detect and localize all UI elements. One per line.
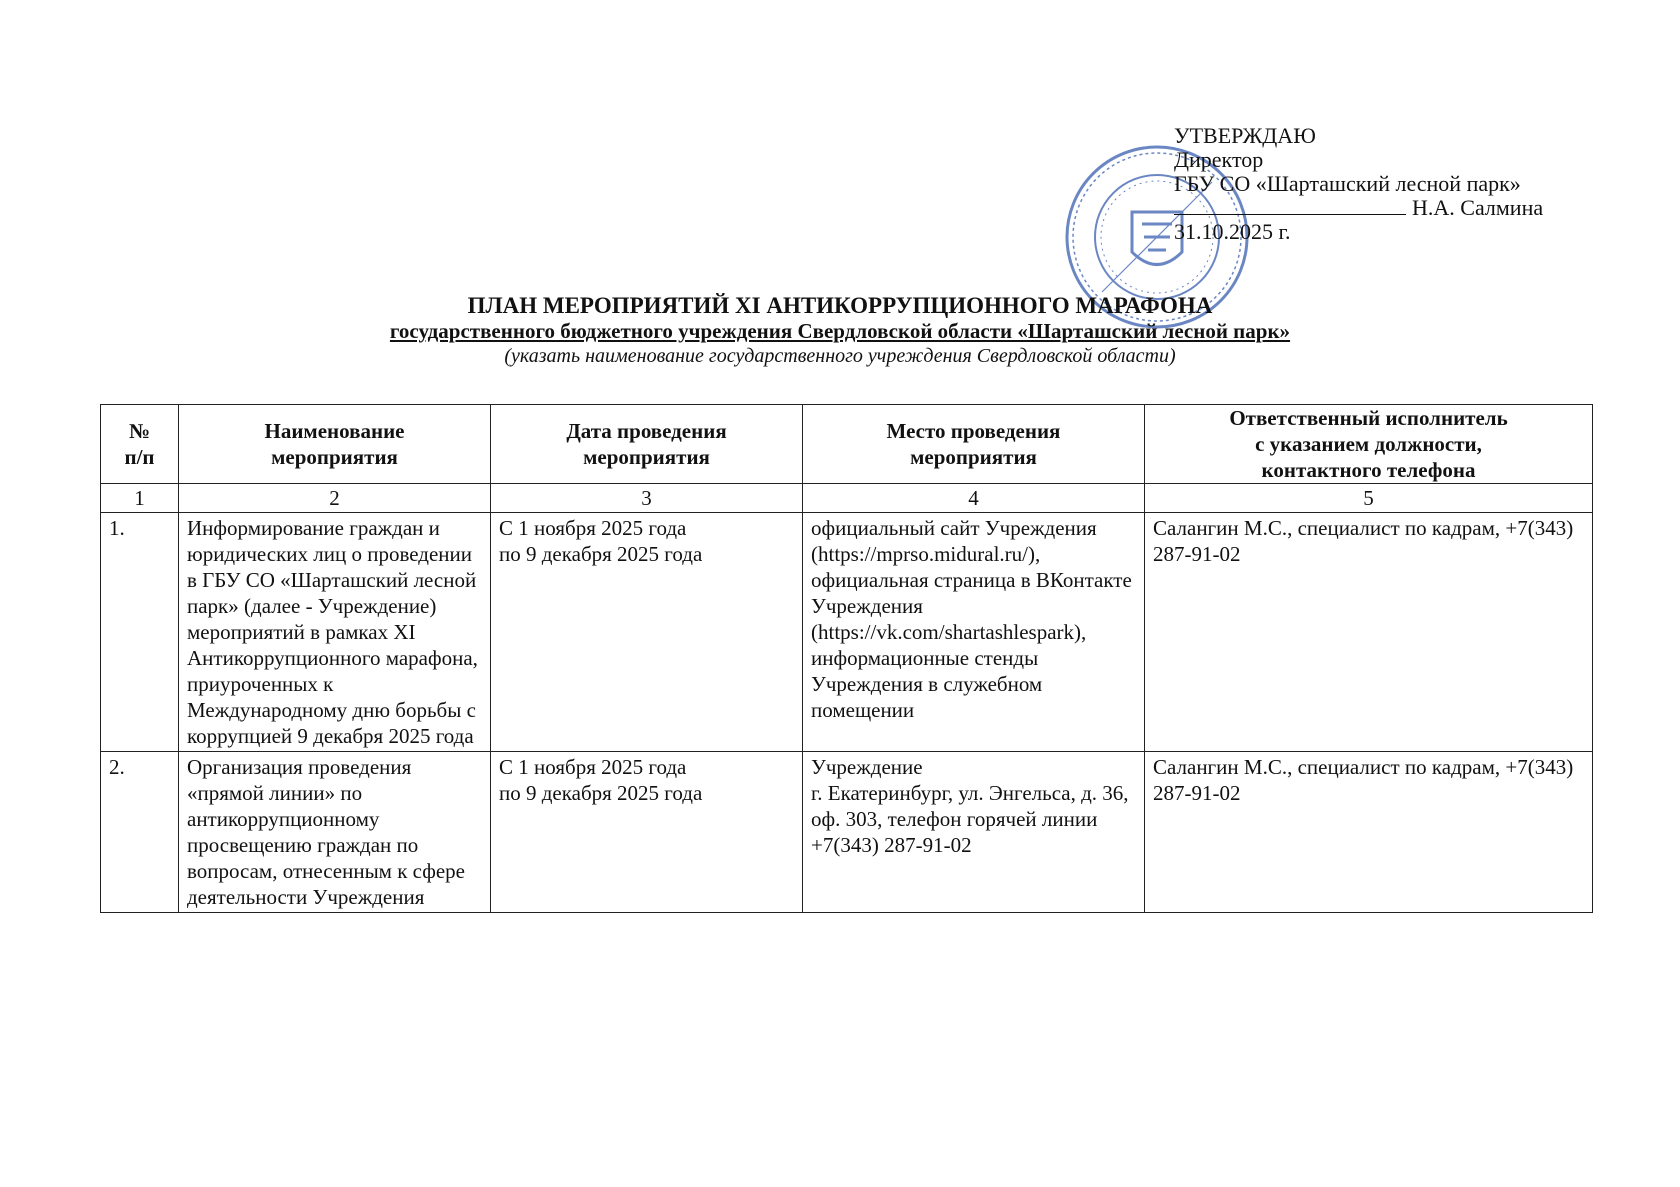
approval-signature-row xyxy=(1174,196,1574,220)
row-number: 2. xyxy=(101,752,179,913)
event-place: официальный сайт Учреждения (https://mprso.midural.ru/), официальная страница в ВКонтакте Учреждения (https://vk.com/shartashlespark), информационные стенды Учреждения в служебном помещении xyxy=(803,513,1145,752)
column-number-1: 1 xyxy=(101,484,179,513)
column-number-5: 5 xyxy=(1145,484,1593,513)
approval-block xyxy=(1174,124,1574,244)
table-row xyxy=(101,752,1593,913)
row-number: 1. xyxy=(101,513,179,752)
document-title: ПЛАН МЕРОПРИЯТИЙ XI АНТИКОРРУПЦИОННОГО МАРАФОНА xyxy=(467,293,1213,318)
column-number-2: 2 xyxy=(179,484,491,513)
column-numbers-row xyxy=(101,484,1593,513)
approval-date: 31.10.2025 г. xyxy=(1174,219,1291,244)
approval-organization: ГБУ СО «Шарташский лесной парк» xyxy=(1174,171,1521,196)
table-header-row xyxy=(101,405,1593,484)
approval-approve: УТВЕРЖДАЮ xyxy=(1174,123,1316,148)
event-date: С 1 ноября 2025 года по 9 декабря 2025 года xyxy=(491,513,803,752)
document-heading xyxy=(0,292,1680,368)
signature-line xyxy=(1174,196,1406,215)
approval-position: Директор xyxy=(1174,147,1264,172)
event-name: Организация проведения «прямой линии» по антикоррупционному просвещению граждан по вопросам, отнесенным к сфере деятельности Учреждения xyxy=(179,752,491,913)
document-subtitle: государственного бюджетного учреждения Свердловской области «Шарташский лесной парк» xyxy=(389,319,1291,343)
column-header-number: № п/п xyxy=(101,405,179,484)
column-number-3: 3 xyxy=(491,484,803,513)
event-responsible: Салангин М.С., специалист по кадрам, +7(343) 287-91-02 xyxy=(1145,752,1593,913)
event-responsible: Салангин М.С., специалист по кадрам, +7(343) 287-91-02 xyxy=(1145,513,1593,752)
column-number-4: 4 xyxy=(803,484,1145,513)
approval-signer: Н.А. Салмина xyxy=(1412,195,1544,220)
column-header-responsible: Ответственный исполнитель с указанием должности, контактного телефона xyxy=(1145,405,1593,484)
column-header-date: Дата проведения мероприятия xyxy=(491,405,803,484)
document-hint: (указать наименование государственного учреждения Свердловской области) xyxy=(504,345,1176,367)
event-date: С 1 ноября 2025 года по 9 декабря 2025 года xyxy=(491,752,803,913)
event-place: Учреждение г. Екатеринбург, ул. Энгельса, д. 36, оф. 303, телефон горячей линии +7(343) 287-91-02 xyxy=(803,752,1145,913)
column-header-place: Место проведения мероприятия xyxy=(803,405,1145,484)
table-row xyxy=(101,513,1593,752)
events-plan-table xyxy=(100,404,1593,913)
event-name: Информирование граждан и юридических лиц о проведении в ГБУ СО «Шарташский лесной парк» (далее - Учреждение) мероприятий в рамках XI Антикоррупционного марафона, приуроченных к Международному дню борьбы с коррупцией 9 декабря 2025 года xyxy=(179,513,491,752)
column-header-name: Наименование мероприятия xyxy=(179,405,491,484)
